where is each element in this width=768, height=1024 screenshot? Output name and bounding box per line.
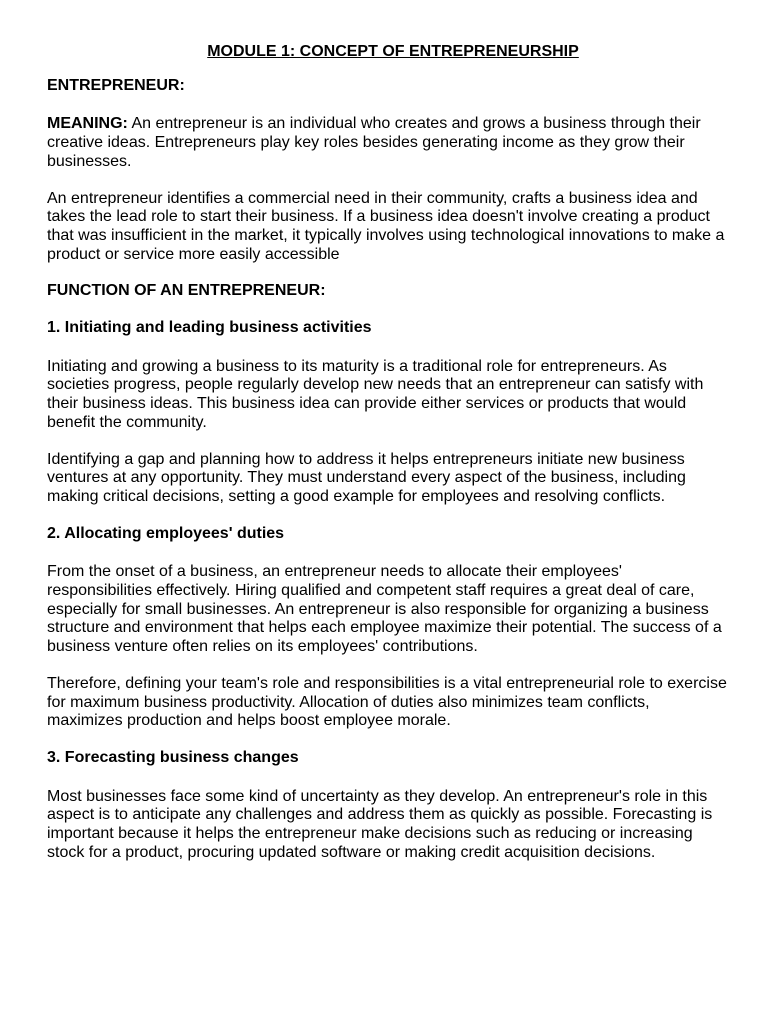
meaning-paragraph <box>47 115 727 171</box>
section-heading-3: 3. Forecasting business changes <box>47 748 299 766</box>
section-heading-1: 1. Initiating and leading business activities <box>47 319 372 337</box>
heading-function: FUNCTION OF AN ENTREPRENEUR: <box>47 282 326 300</box>
section-2-paragraph-2: Therefore, defining your team's role and responsibilities is a vital entrepreneurial role to exercise for maximum business productivity. Allocation of duties also minimizes team conflicts, maximizes production and helps boost employee morale. <box>47 674 727 730</box>
section-3-paragraph-1: Most businesses face some kind of uncertainty as they develop. An entrepreneur's role in this aspect is to anticipate any challenges and address them as quickly as possible. Forecasting is important because it helps the entrepreneur make decisions such as reducing or increasing stock for a product, procuring updated software or making credit acquisition decisions. <box>47 787 713 861</box>
document-page <box>47 43 727 863</box>
document-title: MODULE 1: CONCEPT OF ENTREPRENEURSHIP <box>207 43 579 60</box>
meaning-text: An entrepreneur is an individual who creates and grows a business through their creative ideas. Entrepreneurs play key roles besides generating income as they grow their businesses. <box>47 115 701 170</box>
section-1-paragraph-2: Identifying a gap and planning how to address it helps entrepreneurs initiate new business ventures at any opportunity. They must understand every aspect of the business, including making critical decisions, setting a good example for employees and resolving conflicts. <box>47 450 686 505</box>
section-1-paragraph-1: Initiating and growing a business to its maturity is a traditional role for entrepreneurs. As societies progress, people regularly develop new needs that an entrepreneur can satisfy with their business ideas. This business idea can provide either services or products that would benefit the community. <box>47 357 704 431</box>
meaning-label: MEANING: <box>47 115 128 133</box>
identifies-paragraph: An entrepreneur identifies a commercial need in their community, crafts a business idea and takes the lead role to start their business. If a business idea doesn't involve creating a product that was insufficient in the market, it typically involves using technological innovations to make a product or service more easily accessible <box>47 189 725 263</box>
section-heading-2: 2. Allocating employees' duties <box>47 524 285 542</box>
section-2-paragraph-1: From the onset of a business, an entrepreneur needs to allocate their employees' responsibilities effectively. Hiring qualified and competent staff requires a great deal of care, especially for small businesses. An entrepreneur is also responsible for organizing a business structure and environment that helps each employee maximize their potential. The success of a business venture often relies on its employees' contributions. <box>47 563 722 656</box>
heading-entrepreneur: ENTREPRENEUR: <box>47 76 185 94</box>
